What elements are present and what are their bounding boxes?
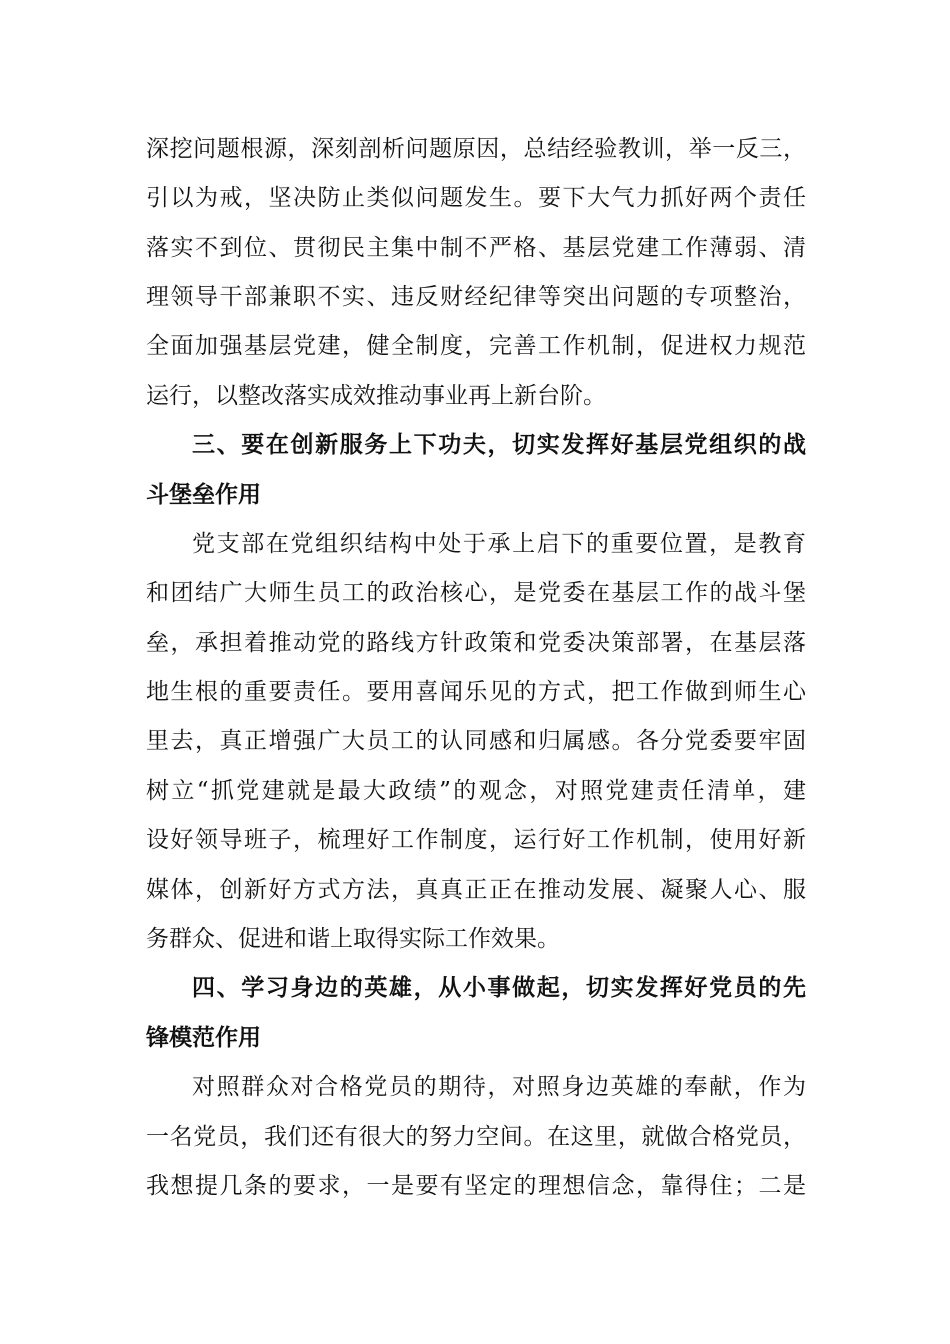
text-line: 和团结广大师生员工的政治核心，是党委在基层工作的战斗堡 [146, 580, 806, 606]
text-line: 落实不到位、贯彻民主集中制不严格、基层党建工作薄弱、清 [146, 235, 806, 261]
text-line: 设好领导班子，梳理好工作制度，运行好工作机制，使用好新 [146, 827, 806, 853]
heading-line: 锋模范作用 [146, 1025, 261, 1051]
heading-line: 三、要在创新服务上下功夫，切实发挥好基层党组织的战 [192, 432, 806, 458]
text-line: 理领导干部兼职不实、违反财经纪律等突出问题的专项整治， [146, 284, 806, 310]
text-line: 党支部在党组织结构中处于承上启下的重要位置，是教育 [192, 531, 806, 557]
text-line: 一名党员，我们还有很大的努力空间。在这里，就做合格党员， [146, 1124, 806, 1150]
text-line: 全面加强基层党建，健全制度，完善工作机制，促进权力规范 [146, 333, 806, 359]
text-line: 引以为戒，坚决防止类似问题发生。要下大气力抓好两个责任 [146, 185, 806, 211]
text-line: 树立“抓党建就是最大政绩”的观念，对照党建责任清单，建 [146, 778, 806, 804]
text-line: 运行，以整改落实成效推动事业再上新台阶。 [146, 383, 606, 409]
text-line: 务群众、促进和谐上取得实际工作效果。 [146, 926, 560, 952]
heading-line: 斗堡垒作用 [146, 482, 261, 508]
heading-line: 四、学习身边的英雄，从小事做起，切实发挥好党员的先 [192, 975, 806, 1001]
text-line: 垒，承担着推动党的路线方针政策和党委决策部署，在基层落 [146, 630, 806, 656]
text-line: 我想提几条的要求，一是要有坚定的理想信念，靠得住；二是 [146, 1173, 806, 1199]
text-line: 深挖问题根源，深刻剖析问题原因，总结经验教训，举一反三， [146, 136, 806, 162]
text-line: 地生根的重要责任。要用喜闻乐见的方式，把工作做到师生心 [146, 679, 806, 705]
text-line: 里去，真正增强广大员工的认同感和归属感。各分党委要牢固 [146, 728, 806, 754]
text-line: 对照群众对合格党员的期待，对照身边英雄的奉献，作为 [192, 1074, 806, 1100]
text-line: 媒体，创新好方式方法，真真正正在推动发展、凝聚人心、服 [146, 877, 806, 903]
